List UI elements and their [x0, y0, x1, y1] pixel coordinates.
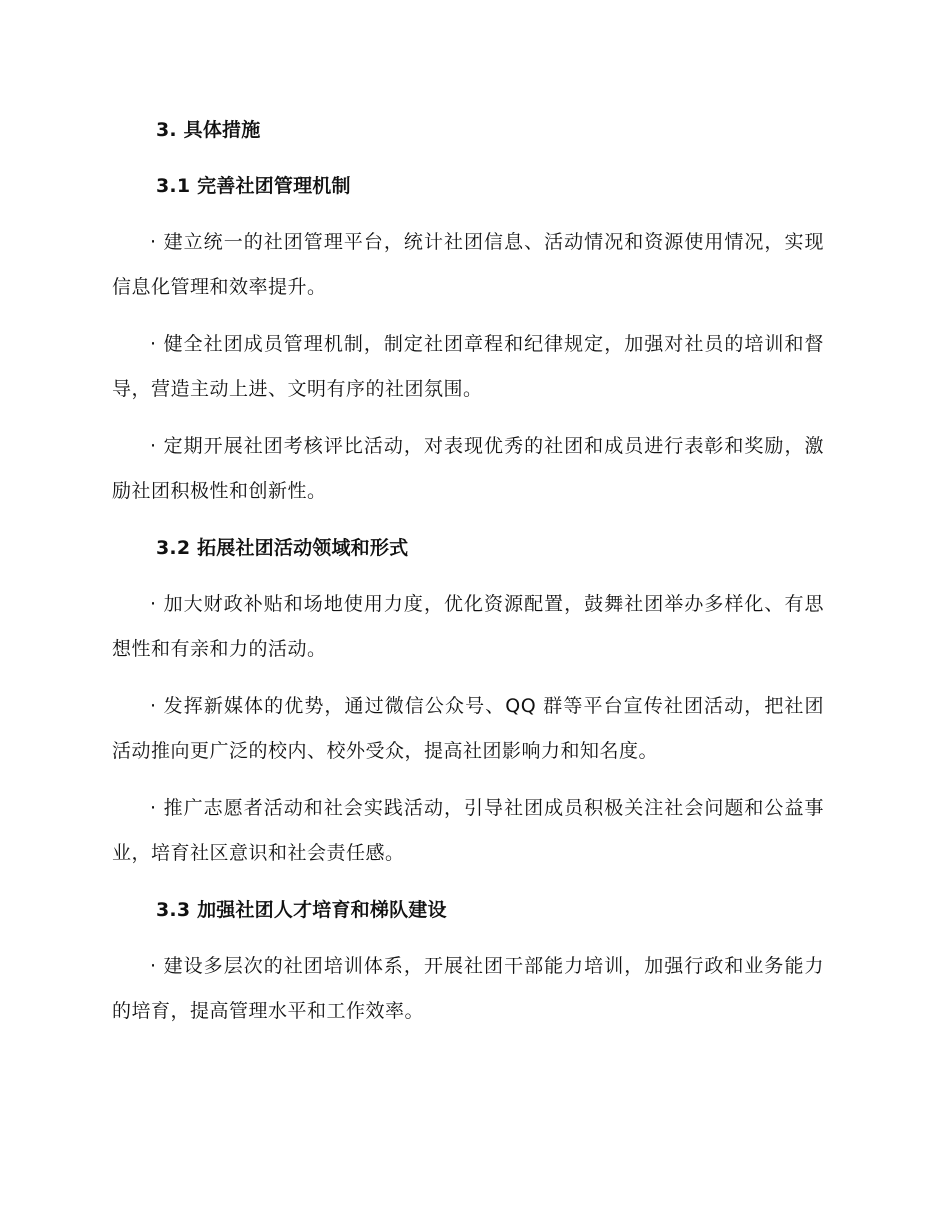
bullet-paragraph: · 发挥新媒体的优势，通过微信公众号、QQ 群等平台宣传社团活动，把社团活动推向更广泛的校内、校外受众，提高社团影响力和知名度。: [112, 695, 824, 762]
section-heading-3: 3. 具体措施: [156, 119, 261, 141]
bullet-paragraph: · 建设多层次的社团培训体系，开展社团干部能力培训，加强行政和业务能力的培育，提高管理水平和工作效率。: [112, 955, 824, 1022]
section-heading-3-3: 3.3 加强社团人才培育和梯队建设: [156, 899, 447, 921]
bullet-paragraph: · 健全社团成员管理机制，制定社团章程和纪律规定，加强对社员的培训和督导，营造主动上进、文明有序的社团氛围。: [112, 333, 824, 400]
document-body: [112, 108, 824, 1046]
bullet-paragraph: · 加大财政补贴和场地使用力度，优化资源配置，鼓舞社团举办多样化、有思想性和有亲和力的活动。: [112, 593, 824, 660]
section-heading-3-2: 3.2 拓展社团活动领域和形式: [156, 537, 409, 559]
bullet-paragraph: · 定期开展社团考核评比活动，对表现优秀的社团和成员进行表彰和奖励，激励社团积极性和创新性。: [112, 435, 824, 502]
bullet-paragraph: · 推广志愿者活动和社会实践活动，引导社团成员积极关注社会问题和公益事业，培育社区意识和社会责任感。: [112, 797, 824, 864]
bullet-paragraph: · 建立统一的社团管理平台，统计社团信息、活动情况和资源使用情况，实现信息化管理和效率提升。: [112, 231, 824, 298]
section-heading-3-1: 3.1 完善社团管理机制: [156, 175, 351, 197]
